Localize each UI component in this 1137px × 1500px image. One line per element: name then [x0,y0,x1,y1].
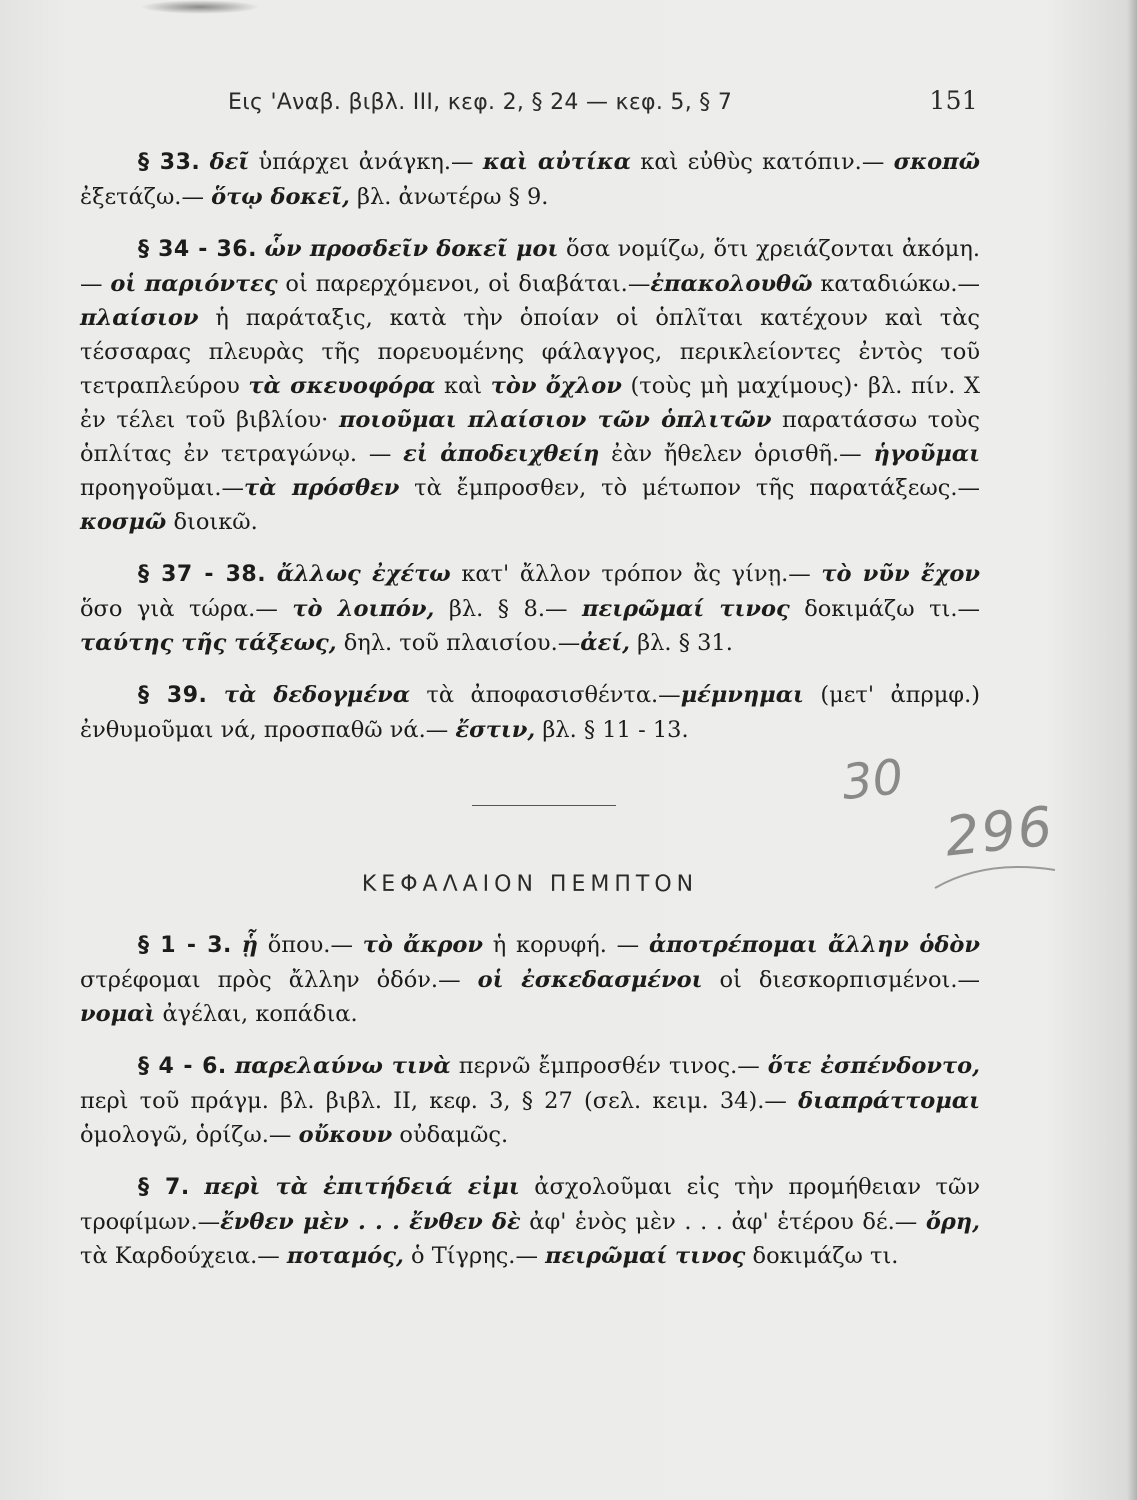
gloss-text: δοκιμάζω τι.— [789,596,980,622]
lemma-term: ἔνθεν μὲν . . . ἔνθεν δὲ [220,1209,521,1235]
gloss-text: ἡ παράταξις, κατὰ τὴν ὁποίαν οἱ ὁπλῖται κατέχουν καὶ τὰς τέσσαρας πλευρὰς τῆς πορευομένης φάλαγγος, περικλείοντες ἐντὸς τοῦ τετραπλεύρου [80,305,980,399]
section-divider [472,805,616,806]
gloss-text: τὰ ἔμπροσθεν, τὸ μέτωπον τῆς παρατάξεως.— [399,475,980,501]
section-number: § 34 - 36. [138,237,257,262]
gloss-text: ὅσα νομίζω, ὅτι χρειάζονται ἀκόμη.— [80,236,980,297]
gloss-text: ἀφ' ἑνὸς μὲν . . . ἀφ' ἑτέρου δέ.— [520,1209,926,1235]
lemma-term: οὔκουν [298,1122,393,1148]
lemma-term: πειρῶμαί τινος [582,596,790,622]
lemma-term: τὰ σκευοφόρα [248,373,436,399]
lemma-term: νομαὶ [80,1001,156,1027]
lemma-term: ἐπακολουθῶ [650,271,813,297]
gloss-text: ὑπάρχει ἀνάγκη.— [249,149,483,175]
lemma-term: παρελαύνω τινὰ [234,1053,451,1079]
section-number: § 4 - 6. [138,1054,227,1079]
entry-paragraph [80,1049,980,1152]
lemma-term: οἱ ἐσκεδασμένοι [477,967,703,993]
entry-paragraph [80,678,980,747]
ink-smudge [140,0,260,14]
running-header [228,86,978,126]
lemma-term: οἱ παριόντες [110,271,278,297]
gloss-text: τὰ ἀποφασισθέντα.— [410,682,681,708]
gloss-text: ἐὰν ἤθελεν ὁρισθῆ.— [599,441,874,467]
gloss-text: προηγοῦμαι.— [80,475,245,501]
lemma-term: εἰ ἀποδειχθείη [403,441,600,467]
lemma-term: ἀποτρέπομαι ἄλλην ὁδὸν [648,932,980,958]
section-number: § 1 - 3. [138,933,232,958]
gloss-text: δηλ. τοῦ πλαισίου.— [336,630,581,656]
gloss-text: καὶ εὐθὺς κατόπιν.— [631,149,894,175]
gloss-text: ἀγέλαι, κοπάδια. [155,1001,358,1027]
page-number: 151 [929,86,978,115]
gloss-text: καταδιώκω.— [812,271,981,297]
entry-paragraph [80,557,980,660]
gloss-text: διοικῶ. [166,509,258,535]
lemma-term: περὶ τὰ ἐπιτήδειά εἰμι [204,1174,520,1200]
lemma-term: τὸ λοιπόν, [292,596,435,622]
handwritten-mark-296: 296 [942,794,1058,869]
lemma-term: τὰ δεδογμένα [223,682,411,708]
lemma-term: ταύτης τῆς τάξεως, [80,630,337,656]
lemma-term: ὄρη, [925,1209,980,1235]
section-number: § 37 - 38. [138,562,267,587]
entry-paragraph [80,145,980,214]
section-number: § 33. [138,150,201,175]
lemma-term: τὸ νῦν ἔχον [821,561,981,587]
gloss-text: βλ. § 8.— [434,596,583,622]
lemma-term: καὶ αὐτίκα [482,149,631,175]
lemma-term: ὧν προσδεῖν δοκεῖ μοι [264,236,559,262]
gloss-text: τὰ Καρδούχεια.— [80,1243,287,1269]
handwritten-mark-30: 30 [839,748,906,812]
gloss-text: ὅπου.— [257,932,363,958]
gloss-text: βλ. § 31. [629,630,733,656]
gloss-text: οἱ διεσκορπισμένοι.— [702,967,980,993]
commentary-block-1 [80,145,980,765]
gloss-text: βλ. ἀνωτέρω § 9. [349,184,549,210]
lemma-term: σκοπῶ [893,149,981,175]
gloss-text: οἱ παρερχόμενοι, οἱ διαβάται.— [277,271,651,297]
gloss-text: ἐξετάζω.— [80,184,212,210]
gloss-text: ἡ κορυφή. — [483,932,649,958]
lemma-term: τὸ ἄκρον [362,932,484,958]
lemma-term: ποιοῦμαι πλαίσιον τῶν ὁπλιτῶν [338,407,772,433]
lemma-term: ἡγοῦμαι [873,441,980,467]
section-number: § 7. [138,1175,190,1200]
lemma-term: ὅτε ἐσπένδοντο, [767,1053,980,1079]
gloss-text: στρέφομαι πρὸς ἄλλην ὁδόν.— [80,967,478,993]
gloss-text: (μετ' ἀπρμφ.) ἐνθυμοῦμαι νά, προσπαθῶ νά.— [80,682,980,743]
lemma-term: ποταμός, [286,1243,404,1269]
gloss-text: ὁμολογῶ, ὁρίζω.— [80,1122,299,1148]
gloss-text: βλ. § 11 - 13. [535,717,689,743]
lemma-term: ᾗ [241,932,258,958]
lemma-term: πλαίσιον [80,305,199,331]
gloss-text: (τοὺς μὴ μαχίμους)· βλ. πίν. Χ ἐν τέλει τοῦ βιβλίου· [80,373,980,433]
lemma-term: ἔστιν, [455,717,536,743]
lemma-term: μέμνημαι [680,682,804,708]
lemma-term: πειρῶμαί τινος [545,1243,746,1269]
gloss-text: οὐδαμῶς. [392,1122,509,1148]
lemma-term: τὰ πρόσθεν [244,475,400,501]
lemma-term: κοσμῶ [80,509,167,535]
gloss-text: ὅσο γιὰ τώρα.— [80,596,293,622]
section-number: § 39. [138,683,208,708]
gloss-text: ἀσχολοῦμαι εἰς τὴν προμήθειαν τῶν τροφίμων.— [80,1174,981,1235]
gloss-text: περὶ τοῦ πράγμ. βλ. βιβλ. II, κεφ. 3, § 27 (σελ. κειμ. 34).— [80,1088,799,1114]
lemma-term: τὸν ὄχλον [490,373,622,399]
lemma-term: ὅτῳ δοκεῖ, [211,184,350,210]
running-title: Εις 'Αναβ. βιβλ. III, κεφ. 2, § 24 — κεφ. 5, § 7 [228,90,733,115]
entry-paragraph [80,1170,980,1273]
gloss-text: παρατάσσω τοὺς ὁπλίτας ἐν τετραγώνῳ. — [80,407,981,467]
entry-paragraph [80,928,980,1031]
gloss-text: καὶ [435,373,491,399]
gloss-text: ὁ Τίγρης.— [403,1243,546,1269]
gloss-text: περνῶ ἔμπροσθέν τινος.— [450,1053,768,1079]
lemma-term: ἄλλως ἐχέτω [276,561,451,587]
lemma-term: διαπράττομαι [798,1088,980,1114]
lemma-term: ἀεί, [580,630,630,656]
gloss-text: κατ' ἄλλον τρόπον ἂς γίνῃ.— [450,561,822,587]
chapter-title: ΚΕΦΑΛΑΙΟΝ ΠΕΜΠΤΟΝ [361,872,699,897]
commentary-block-2 [80,928,980,1291]
lemma-term: δεῖ [209,149,250,175]
page-edge-shadow [1127,0,1137,1500]
entry-paragraph [80,232,980,539]
gloss-text: δοκιμάζω τι. [745,1243,899,1269]
